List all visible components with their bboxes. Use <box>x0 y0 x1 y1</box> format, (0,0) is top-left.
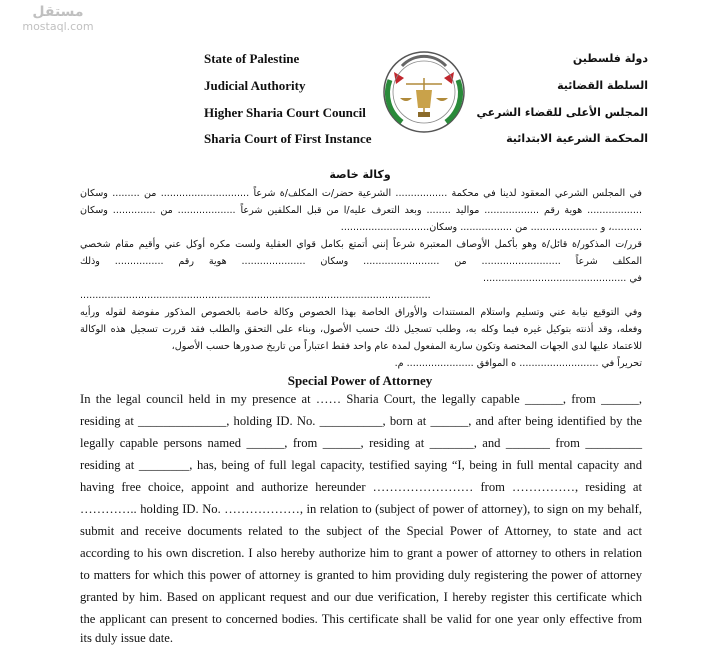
english-line: according to his own discretion. I also hereby authorize him to grant a power of attorney to others in relation <box>80 546 642 560</box>
arabic-line: وفعله، وقد أذنته بتوكيل غيره فيما وكله به، وطلب تسجيل ذلك حسب الأصول، وبناء على التحقق والطلب فقد قررت تسجيل هذه الوكالة <box>80 324 642 335</box>
arabic-line: للاعتماد عليها لدى الجهات المختصة وتكون سارية المفعول لمدة عام واحد فقط اعتباراً من تاريخ صدورها حسب الأصول، <box>171 341 642 352</box>
english-line: to matters for which this power of attorney is granted to him providing duly registering the power of attorney <box>80 568 642 582</box>
watermark-logo: مستقل <box>32 4 84 20</box>
header-state: State of Palestine <box>204 51 300 66</box>
judicial-authority-seal-logo <box>382 50 466 134</box>
header-ar-council: المجلس الأعلى للقضاء الشرعي <box>476 106 648 119</box>
arabic-line: في المجلس الشرعي المعقود لدينا في محكمة ................. الشرعية حضر/ت المكلف/ة شرعاً ............................. من ......... وسكان <box>80 188 642 199</box>
arabic-title: وكالة خاصة <box>329 168 391 181</box>
arabic-line: تحريراً في .......................... ه الموافق ...................... م. <box>394 358 642 369</box>
header-ar-court: المحكمة الشرعية الابتدائية <box>506 132 648 145</box>
english-line: its duly issue date. <box>80 631 174 645</box>
header-ar-state: دولة فلسطين <box>572 52 648 65</box>
arabic-line: المكلف شرعاً .......................... من ......................... وسكان ..................... هوية رقم ................ وذلك <box>80 256 642 267</box>
header-ar-authority: السلطة القضائية <box>557 79 648 92</box>
english-line: legally capable persons named ______, from ______, residing at _______, and _______ from _________ <box>80 436 642 450</box>
english-line: In the legal council held in my presence at …… Sharia Court, the legally capable ______, from ______, <box>80 392 642 406</box>
english-line: ………….. holding ID. No. ………………, in relation to (subject of power of attorney), to sign on my behalf, <box>80 502 642 516</box>
english-line: residing at ________, has, being of full legal capacity, testified saying “I, being in full mental capacity and <box>80 458 642 472</box>
arabic-line: قرر/ت المذكور/ة قائل/ة وهو بأكمل الأوصاف المعتبرة شرعاً إنني أتمتع بكامل قواي العقلية ولست مكره أوكل عني وأقيم مقام شخصي <box>80 239 642 250</box>
header-council: Higher Sharia Court Council <box>204 105 366 120</box>
header-court: Sharia Court of First Instance <box>204 131 372 146</box>
arabic-line: .................. هوية رقم .................. مواليد ........ وبعد التعرف عليه/ا من قبل المكلفين شرعاً ................... من .............. وسكان <box>80 205 642 216</box>
arabic-line: وفي التوقيع نيابة عني وتسليم واستلام المستندات والأوراق الخاصة بهذا الخصوص وكالة خاصة بالخصوص المذكور مفوضة لقوله ورأيه <box>80 307 642 318</box>
english-title: Special Power of Attorney <box>287 373 433 388</box>
header-authority: Judicial Authority <box>204 78 306 93</box>
watermark-site: mostaql.com <box>22 20 94 33</box>
arabic-line: ..........، و ...................... من ................. وسكان............................. <box>340 222 642 233</box>
english-line: residing at ______________, holding ID. No. __________, born at ______, and after being identified by the <box>80 414 642 428</box>
arabic-line: ................................................................................................................... <box>80 290 431 301</box>
english-line: submit and receive documents related to the subject of the Special Power of Attorney, to state and act <box>80 524 642 538</box>
arabic-line: في ............................................... <box>483 273 642 284</box>
english-line: having free choice, appoint and authorize hereunder …………………… from ……………, residing at <box>80 480 642 494</box>
english-line: granted by him. Based on applicant request and our due verification, I hereby register this certificate which <box>80 590 642 604</box>
english-line: the applicant can present to concerned bodies. This certificate shall be valid for one year only effective from <box>80 612 642 626</box>
mostaql-watermark <box>8 4 108 33</box>
